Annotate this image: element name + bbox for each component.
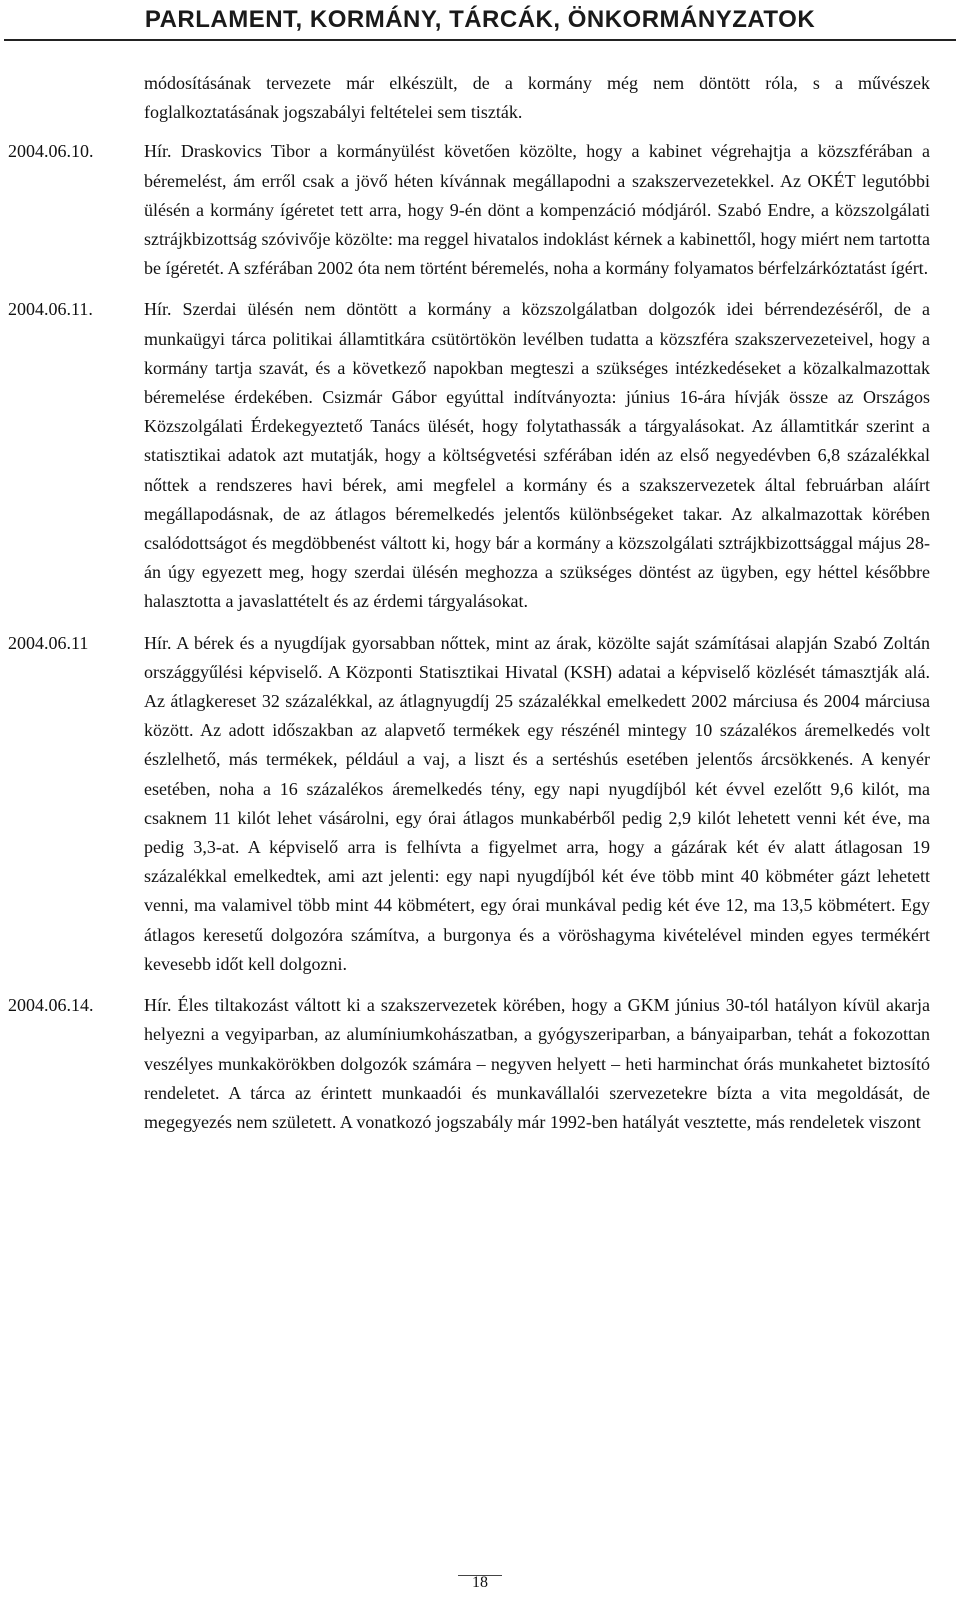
entry-continuation	[8, 69, 930, 127]
entry-date	[8, 69, 144, 127]
entry-text: Hír. A bérek és a nyugdíjak gyorsabban nőttek, mint az árak, közölte saját számításai alapján Szabó Zoltán országgyűlési képviselő. A Központi Statisztikai Hivatal (KSH) adatai a képviselő közlését támasztják alá. Az átlagkereset 32 százalékkal, az átlagnyugdíj 25 százalékkal emelkedett 2002 márciusa és 2004 márciusa között. Az adott időszakban az alapvető termékek egy részénél mintegy 10 százalékos áremelkedés volt észlelhető, más termékek, például a vaj, a liszt és a sertéshús esetében jelentős árcsökkenés. A kenyér esetében, noha a 16 százalékos áremelkedés tény, egy napi nyugdíjból két évvel ezelőtt 9,6 kilót, ma csaknem 11 kilót lehet vásárolni, egy órai átlagos munkabérből pedig 2,9 kilót lehetett venni két éve, ma pedig 3,3-at. A képviselő arra is felhívta a figyelmet arra, hogy a gázárak két év alatt átlagosan 19 százalékkal emelkedtek, ami azt jelenti: egy napi nyugdíjból két éve több mint 40 köbméter gázt lehetett venni, ma valamivel több mint 44 köbmétert, egy órai munkával pedig két éve 12, ma 13,5 köbmétert. Egy átlagos keresetű dolgozóra számítva, a burgonya és a vöröshagyma kivételével minden egyes termékért kevesebb időt kell dolgozni.	[144, 632, 930, 974]
chronology-body	[8, 69, 930, 1149]
entry-2004-06-11-a	[8, 295, 930, 616]
entry-date: 2004.06.14.	[8, 995, 94, 1016]
entry-text: Hír. Éles tiltakozást váltott ki a szakszervezetek körében, hogy a GKM június 30-tól hatályon kívül akarja helyezni a vegyiparban, az alumíniumkohászatban, a gyógyszeriparban, a bányaiparban, tehát a fokozottan veszélyes munkakörökben dolgozók számára – negyven helyett – heti harminchat órás munkahetet biztosító rendeletet. A tárca az érintett munkaadói és munkavállalói szervezetekre bízta a vita megoldását, de megegyezés nem született. A vonatkozó jogszabály már 1992-ben hatályát vesztette, más rendeletek viszont	[144, 995, 930, 1132]
running-header: PARLAMENT, KORMÁNY, TÁRCÁK, ÖNKORMÁNYZATOK	[144, 6, 816, 33]
entry-text: Hír. Szerdai ülésén nem döntött a kormány a közszolgálatban dolgozók idei bérrendezéséről, de a munkaügyi tárca politikai államtitkára csütörtökön levélben tudatta a közszféra szakszervezeteivel, hogy a kormány tartja szavát, és a következő napokban megteszi a szükséges intézkedéseket a közalkalmazottak béremelése érdekében. Csizmár Gábor egyúttal indítványozta: június 16-ára hívják össze az Országos Közszolgálati Érdekegyeztető Tanács ülését, hogy folytathassák a tárgyalásokat. Az államtitkár szerint a statisztikai adatok azt mutatják, hogy a költségvetési szférában idén az első negyedévben 6,8 százalékkal nőttek a rendszeres havi bérek, ami megfelel a kormány és a szakszervezetek által februárban aláírt megállapodásnak, de az átlagos béremelkedés jelentős különbségeket takar. Az alkalmazottak körében csalódottságot és megdöbbenést váltott ki, hogy bár a kormány a közszolgálati sztrájkbizottsággal május 28-án úgy egyezett meg, hogy szerdai ülésén meghozza a szükséges döntést az ügyben, egy héttel későbbre halasztotta a javaslattételt és az érdemi tárgyalásokat.	[144, 299, 930, 612]
entry-text: módosításának tervezete már elkészült, de a kormány még nem döntött róla, s a művészek foglalkoztatásának jogszabályi feltételei sem tiszták.	[144, 73, 930, 123]
entry-date: 2004.06.11	[8, 632, 89, 653]
entry-date: 2004.06.11.	[8, 299, 93, 320]
entry-text: Hír. Draskovics Tibor a kormányülést követően közölte, hogy a kabinet végrehajtja a közszférában a béremelést, ám erről csak a jövő héten kívánnak megállapodni a szakszervezetekkel. Az OKÉT legutóbbi ülésén a kormány ígéretet tett arra, hogy 9-én dönt a kompenzáció módjáról. Szabó Endre, a közszolgálati sztrájkbizottság szóvivője közölte: ma reggel hivatalos indoklást kérnek a kabinettől, hogy miért nem tartotta be ígéretét. A szférában 2002 óta nem történt béremelés, noha a kormány folyamatos bérfelzárkóztatást ígért.	[144, 141, 930, 279]
header-rule	[4, 39, 956, 41]
entry-date: 2004.06.10.	[8, 141, 94, 162]
entry-2004-06-10	[8, 137, 930, 283]
entry-2004-06-11-b	[8, 629, 930, 979]
entry-2004-06-14	[8, 991, 930, 1137]
page-number: 18	[472, 1574, 488, 1591]
